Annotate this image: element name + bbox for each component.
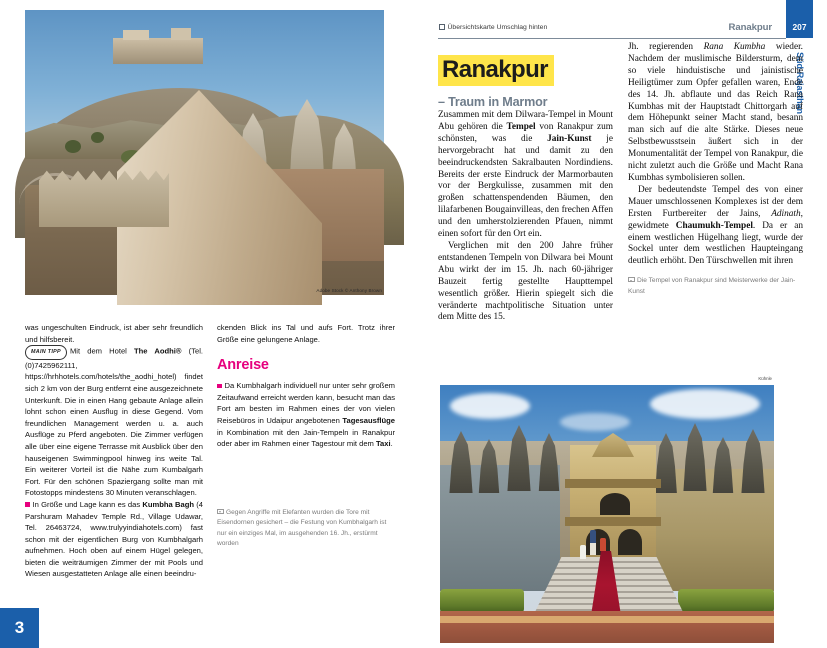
- photo-gateway-arch: [618, 529, 642, 555]
- p1-text-c: von Ranakpur zum schönsten, was die: [438, 121, 613, 144]
- page-number-badge: 207: [786, 0, 813, 38]
- main-tipp-badge: MAIN TIPP: [25, 345, 67, 360]
- p4-text-a: Der bedeutendste Tempel des von einer Mauer umschlossenen Komplexes ist der dem Ersten Furtbereiter der Jains,: [628, 184, 803, 219]
- anreise-text-3: .: [390, 439, 393, 449]
- anreise-text-2: in Kombination mit den Jain-Tempeln in Ranakpur oder aber im Rahmen einer Tagestour mit dem: [217, 427, 395, 449]
- right-page: [413, 0, 827, 648]
- page-subtitle: – Traum in Marmor: [438, 95, 548, 109]
- anreise-bold-1: Tagesausflüge: [342, 415, 395, 425]
- bullet-hotel-name: Kumbha Bagh: [142, 499, 194, 509]
- header-divider: [438, 38, 786, 39]
- p4-text-c: . Da er an einem westlichen Hügelhang liegt, wurde der Sockel unter dem westlichen Haupteingang deutlich erhöht. Den Türschwellen mit ihren: [628, 220, 803, 267]
- tip-hotel-name: The Aodhi®: [134, 346, 182, 356]
- photo-gateway-cornice: [565, 517, 661, 526]
- photo-credit: Kühnle: [758, 376, 772, 381]
- bullet-text-post: (4 Parshuram Mahadev Temple Rd., Village Udawar, Tel. 26463724, www.trulyyindiahotels.com) fast schon mit der eigentlichen Burg von Kumbhalgarh aufnehmen. Hoch oben auf einem Hügel gelegen, bieten die weiträumigen Zimmer der mit Pools und Wiesen ausgestatteten Anlage alle einen beeindru-: [25, 499, 203, 579]
- bullet-square-icon: [25, 502, 30, 507]
- body-paragraph-1: [438, 110, 613, 241]
- p1-bold-tempel: Tempel: [506, 121, 536, 132]
- photo-gateway-arch: [600, 493, 630, 515]
- chapter-side-tab-label: Süd-Rajasthan: [794, 52, 805, 114]
- photo-caption-right: [628, 276, 803, 297]
- photo-visitor: [580, 545, 586, 559]
- anreise-bullet-paragraph: [217, 380, 395, 450]
- anreise-text-1: Da Kumbhalgarh individuell nur unter sehr großem Zeitaufwand erreicht werden kann, besucht man das Fort am besten im Rahmen eines der von vielen Reisebüros in Udaipur angebotenen: [217, 381, 395, 425]
- photo-hilltop-fort: [113, 38, 203, 64]
- caption-marker-icon: [217, 509, 224, 514]
- running-header-left-label: Übersichtskarte Umschlag hinten: [447, 24, 548, 31]
- photo-tree: [65, 140, 81, 153]
- main-tip-paragraph: [25, 345, 203, 499]
- right-column-2: [628, 42, 803, 297]
- p1-text-e: je hervorgebracht hat und damit zu den beeindruckendsten Sakralbauten Nordindiens. Bereits der erste Eindruck der Marmorbauten vor der Bergkulisse, zusammen mit den großen schattenspendenden Bäumen, den lilafarbenen Bougainvilleas, den frechen Affen und den umherstolzierenden Pfauen, nimmt einen sofort für den Ort ein.: [438, 133, 613, 240]
- body-paragraph-4: [628, 185, 803, 268]
- chapter-number-badge: 3: [0, 608, 39, 648]
- paragraph-continued: ckenden Blick ins Tal und aufs Fort. Trotz ihrer Größe eine gelungene Anlage.: [217, 323, 395, 344]
- tip-text-pre: Mit dem Hotel: [69, 346, 135, 356]
- left-column-a: [25, 322, 203, 580]
- photo-cloud: [560, 413, 630, 431]
- photo-visitor: [600, 538, 606, 551]
- photo-gateway-cornice: [565, 479, 661, 488]
- section-heading-anreise: Anreise: [217, 357, 269, 374]
- running-header-right: Ranakpur: [728, 22, 772, 33]
- article-title-block: [438, 55, 623, 109]
- bullet-square-icon: [217, 384, 222, 389]
- hotel-bullet-paragraph: [25, 499, 203, 580]
- p3-text-a: Jh. regierenden: [628, 42, 704, 52]
- photo-hedge: [678, 589, 774, 613]
- photo-cloud: [650, 389, 760, 419]
- photo-caption-left: [217, 508, 395, 550]
- bullet-text-pre: In Größe und Lage kann es das: [32, 499, 143, 509]
- p4-bold-chaumukh: Chaumukh-Tempel: [675, 220, 753, 231]
- body-paragraph-2: Verglichen mit den 200 Jahre früher entstandenen Tempeln von Dilwara bei Mount Abu wirkt der im 15. Jh. nach 60-jähriger Bauzeit fertig gestellte Haupttempel wesentlich größer. Hierin spiegelt sich die veränderte machtpolitische Situation unter dem Mitte des 15.: [438, 240, 613, 323]
- kumbhalgarh-fort-photo: [25, 10, 384, 295]
- caption-text: Die Tempel von Ranakpur sind Meisterwerke der Jain-Kunst: [628, 277, 796, 295]
- p3-italic-rana-kumbha: Rana Kumbha: [703, 42, 766, 52]
- ranakpur-temple-photo: [440, 376, 774, 643]
- p1-text-a: Zusammen mit dem Dilwara-Tempel in Mount Abu gehören die: [438, 110, 613, 132]
- caption-text: Gegen Angriffe mit Elefanten wurden die Tore mit Eisendornen gesichert – die Festung von Kumbhalgarh ist nur ein einziges Mal, im ausgehenden 16. Jh., erstürmt worden: [217, 508, 387, 547]
- paragraph-continued: was ungeschulten Eindruck, ist aber sehr freundlich und hilfsbereit.: [25, 323, 203, 344]
- p4-text-b: , gewidmete: [628, 208, 803, 231]
- left-column-b: [217, 322, 395, 549]
- photo-visitor: [590, 530, 596, 543]
- photo-credit: Adobe Stock © Anthony Brown: [316, 288, 382, 293]
- photo-cloud: [450, 393, 530, 419]
- page-title: Ranakpur: [442, 56, 548, 83]
- photo-tree: [91, 132, 104, 143]
- p3-text-b: wieder. Nachdem der muslimische Bildersturm, dem so viele hinduistische und jainistische Heiligtümer zum Opfer gefallen waren, Ende des 14. Jh. abflaute und das Reich Rana Kumbhas mit der Hauptstadt Chittorgarh auf dem Höhepunkt seiner Macht stand, besann man sich auf die alte Stärke. Dieses neue Selbstbewusstsein äußert sich in der Monumentalität der Tempel von Ranakpur, die nicht zuletzt auch die Größe und Macht Rana Kumbhas symbolisieren sollen.: [628, 42, 803, 183]
- left-page: [0, 0, 413, 648]
- title-highlight: [438, 55, 554, 86]
- body-paragraph-3: [628, 42, 803, 185]
- photo-plaza-band: [440, 616, 774, 623]
- p1-bold-jainkunst: Jain-Kunst: [547, 133, 592, 144]
- map-reference-checkbox-icon: [439, 24, 445, 30]
- tip-text-post: (Tel. (0)7425962111, https://hrhhotels.com/hotels/the_aodhi_hotel) findet sich 2 km von der Burg entfernt eine ausgezeichnete Unterkunft. Die in einen Hang gebaute Anlage allein lohnt schon einen Ausflug in diese Gegend. Vom freundlichen Management werden u. a. auch Ausflüge zu Pferd angeboten. Die Zimmer verfügen alle über eine eigene Terrasse mit Ausblick über den hauseigenen Swimmingpool hinweg ins weite Tal. Ein weiterer Vorteil ist die Nähe zum Kumbalgarh Fort. Für den schönen Spaziergang sollte man mit Fotostopps mindestens 30 Minuten veranschlagen.: [25, 346, 204, 498]
- right-column-1: [438, 110, 613, 324]
- running-header-left: [439, 24, 547, 31]
- anreise-bold-2: Taxi: [375, 439, 391, 449]
- photo-hedge: [440, 589, 524, 613]
- p4-italic-adinath: Adinath: [771, 208, 801, 219]
- caption-marker-icon: [628, 277, 635, 282]
